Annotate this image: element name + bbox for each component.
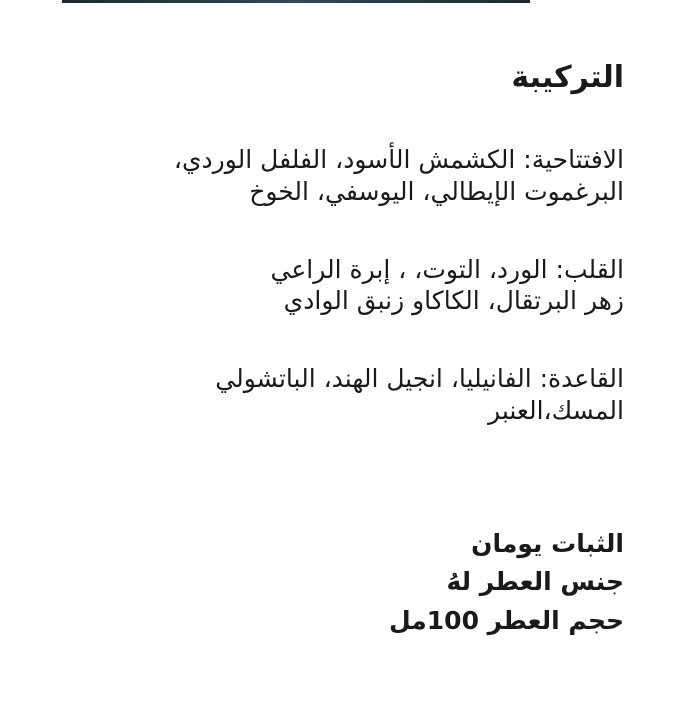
base-notes-line-1: القاعدة: الفانيليا، انجيل الهند، الباتشولي [215, 364, 624, 393]
top-notes-line-1: الافتتاحية: الكشمش الأسود، الفلفل الوردي، [173, 145, 624, 174]
top-notes [84, 144, 624, 208]
product-details [84, 525, 624, 641]
composition-title: التركيبة [511, 60, 624, 95]
heart-notes-line-2: زهر البرتقال، الكاكاو زنبق الوادي [283, 286, 624, 316]
product-description [84, 60, 624, 641]
gender-text: جنس العطر لهُ [446, 567, 624, 597]
heart-notes-line-1: القلب: الورد، التوت، ، إبرة الراعي [270, 254, 624, 284]
top-banner-image [62, 0, 530, 3]
longevity-text: الثبات يومان [471, 528, 624, 558]
top-notes-line-2: البرغموت الإيطالي، اليوسفي، الخوخ [249, 176, 624, 206]
base-notes-line-2: المسك،العنبر [488, 395, 624, 425]
size-text: حجم العطر 100مل [388, 606, 624, 635]
base-notes [84, 363, 624, 427]
heart-notes [84, 254, 624, 318]
